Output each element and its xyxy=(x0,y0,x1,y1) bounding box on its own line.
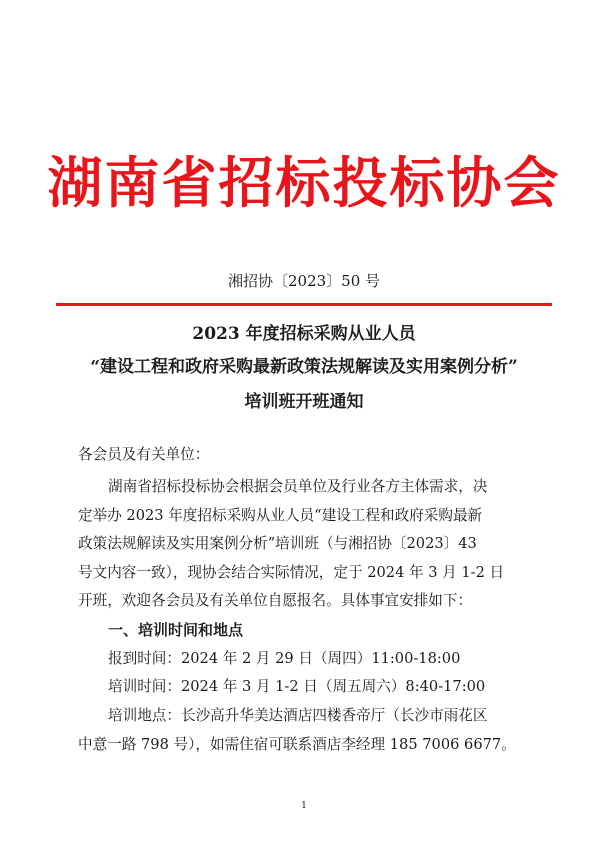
salutation: 各会员及有关单位： xyxy=(78,446,210,463)
notice-title-line-1: 2023 年度招标采购从业人员 xyxy=(192,324,416,344)
training-location-line: 中意一路 798 号），如需住宿可联系酒店李经理 185 7006 6677。 xyxy=(78,736,516,753)
paragraph-line: 湖南省招标投标协会根据会员单位及行业各方主体需求，决 xyxy=(108,478,488,495)
training-location-line: 培训地点：长沙高升华美达酒店四楼香帝厅（长沙市雨花区 xyxy=(108,707,488,724)
paragraph-line: 定举办 2023 年度招标采购从业人员“建设工程和政府采购最新 xyxy=(78,507,483,524)
red-divider xyxy=(56,303,552,306)
training-time: 培训时间：2024 年 3 月 1-2 日（周五周六）8:40-17:00 xyxy=(108,678,486,695)
document-number: 湘招协〔2023〕50 号 xyxy=(227,272,381,290)
notice-title-line-2: “建设工程和政府采购最新政策法规解读及实用案例分析” xyxy=(90,357,518,377)
masthead-title: 湖南省招标投标协会 xyxy=(47,151,561,215)
paragraph-line: 号文内容一致），现协会结合实际情况，定于 2024 年 3 月 1-2 日 xyxy=(78,564,505,581)
paragraph-line: 开班，欢迎各会员及有关单位自愿报名。具体事宜安排如下： xyxy=(78,592,473,609)
page-number: 1 xyxy=(301,801,307,811)
paragraph-line: 政策法规解读及实用案例分析”培训班（与湘招协〔2023〕43 xyxy=(78,535,477,552)
registration-time: 报到时间：2024 年 2 月 29 日（周四）11:00-18:00 xyxy=(108,650,461,667)
section-heading: 一、培训时间和地点 xyxy=(108,621,244,639)
notice-title-line-3: 培训班开班通知 xyxy=(244,392,364,412)
